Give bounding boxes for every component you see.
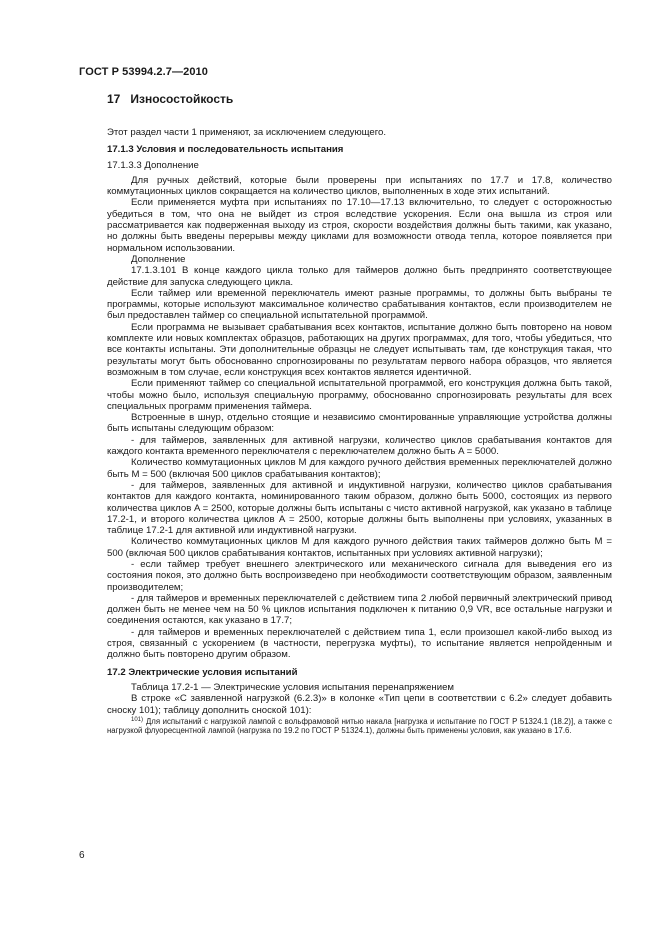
paragraph: Если таймер или временной переключатель имеют разные программы, то должны быть выбраны те программы, которые используют максимальное количество срабатывания контактов, если производителем не был предоставлен таймер со специальной испытательной программой. bbox=[107, 287, 612, 322]
addition-label: Дополнение bbox=[131, 253, 186, 265]
page-content bbox=[107, 92, 612, 736]
intro-paragraph: Этот раздел части 1 применяют, за исключением следующего. bbox=[107, 127, 387, 138]
footnote-mark: 101) bbox=[131, 716, 144, 723]
footnote-text: Для испытаний с нагрузкой лампой с вольфрамовой нитью накала [нагрузка и испытание по ГОСТ Р 51324.1 (18.2)], а также с нагрузкой флуоресцентной лампой (нагрузка по 19.2 по ГОСТ Р 51324.1), должны быть применены условия, как указано в 17.6. bbox=[107, 716, 612, 736]
paragraph: Для ручных действий, которые были проверены при испытаниях по 17.7 и 17.8, количество коммутационных циклов сокращается на количество циклов, выполненных в ходе этих испытаний. bbox=[107, 174, 612, 198]
paragraph: Если применяется муфта при испытаниях по 17.10—17.13 включительно, то следует с осторожностью убедиться в том, что она не выйдет из строя вследствие ускорения. Если она вышла из строя или рассматривается как подверженная выходу из строя, скорости воздействия должны быть такими, как указано, но должны быть введены перерывы между циклами для возможности отвода тепла, которое появляется при нормальном использовании. bbox=[107, 197, 612, 254]
paragraph: 17.1.3.101 В конце каждого цикла только для таймеров должно быть предпринято соответствующее действие для запуска следующего цикла. bbox=[107, 265, 612, 288]
footnote bbox=[107, 716, 612, 736]
clause-17-1-3-3: 17.1.3.3 Дополнение bbox=[107, 159, 199, 171]
list-item: - для таймеров и временных переключателей с действием типа 1, если произошел какой-либо выход из строя, связанный с ускорением (в частности, перегрузка муфты), то испытание является непройденным и должно быть повторено другим образом. bbox=[107, 626, 612, 661]
list-item: - для таймеров и временных переключателей с действием типа 2 любой первичный электрический привод должен быть не менее чем на 50 % циклов испытания подключен к питанию 0,9 VR, все остальные нагрузки и соединения остаются, как указано в 17.7; bbox=[107, 592, 612, 627]
table-caption: Таблица 17.2-1 — Электрические условия испытания перенапряжением bbox=[131, 681, 455, 693]
subsection-17-1-3-title: 17.1.3 Условия и последовательность испытания bbox=[107, 144, 344, 156]
section-heading bbox=[107, 92, 612, 107]
paragraph: Количество коммутационных циклов M для каждого ручного действия временных переключателей должно быть M = 500 (включая 500 циклов срабатывания контактов); bbox=[107, 457, 612, 480]
list-item: - для таймеров, заявленных для активной нагрузки, количество циклов срабатывания контактов для каждого контакта временного переключателя с переключателем должно быть A = 5000. bbox=[107, 434, 612, 458]
list-item: - если таймер требует внешнего электрического или механического сигнала для выведения его из состояния покоя, это должно быть воспроизведено при необходимости соответствующим образом, заявленным производителем; bbox=[107, 558, 612, 593]
section-number: 17 bbox=[107, 92, 121, 106]
paragraph: Если применяют таймер со специальной испытательной программой, его конструкция должна быть такой, чтобы можно было, используя специальную программу, обоснованно спрогнозировать результаты для всех специальных программ применения таймера. bbox=[107, 378, 612, 412]
paragraph: Количество коммутационных циклов M для каждого ручного действия таких таймеров должно быть M = 500 (включая 500 циклов срабатывания контактов, испытанных при условиях активной нагрузки); bbox=[107, 536, 612, 559]
paragraph: Если программа не вызывает срабатывания всех контактов, испытание должно быть повторено на новом комплекте или новых комплектах образцов, работающих на других программах, для того, чтобы убедиться, что все контакты испытаны. Эти дополнительные образцы не следует испытывать там, где конструкция такая, что результаты могут быть обоснованно спрогнозированы по результатам первого набора образцов, что является возможным в том случае, если конструкция всех контактов является идентичной. bbox=[107, 321, 612, 378]
paragraph: В строке «С заявленной нагрузкой (6.2.3)» в колонке «Тип цепи в соответствии с 6.2» следует добавить сноску 101); таблицу дополнить сноской 101): bbox=[107, 693, 612, 716]
paragraph: Встроенные в шнур, отдельно стоящие и независимо смонтированные управляющие устройства должны быть испытаны следующим образом: bbox=[107, 412, 612, 435]
section-title: Износостойкость bbox=[130, 92, 234, 106]
page-number: 6 bbox=[79, 850, 85, 861]
list-item: - для таймеров, заявленных для активной и индуктивной нагрузки, количество циклов срабатывания контактов для каждого контакта, номинированного таким образом, должно быть 5000, состоящих из первого количества циклов A = 2500, которые должны быть испытаны с чисто активной нагрузкой, как указано в таблице 17.2-1, и второго количества циклов A = 2500, которые должны быть выполнены при условиях, указанных в таблице 17.2-1 для активной или индуктивной нагрузки. bbox=[107, 479, 612, 537]
subsection-17-2-title: 17.2 Электрические условия испытаний bbox=[107, 666, 298, 678]
standard-header: ГОСТ Р 53994.2.7—2010 bbox=[79, 66, 208, 78]
